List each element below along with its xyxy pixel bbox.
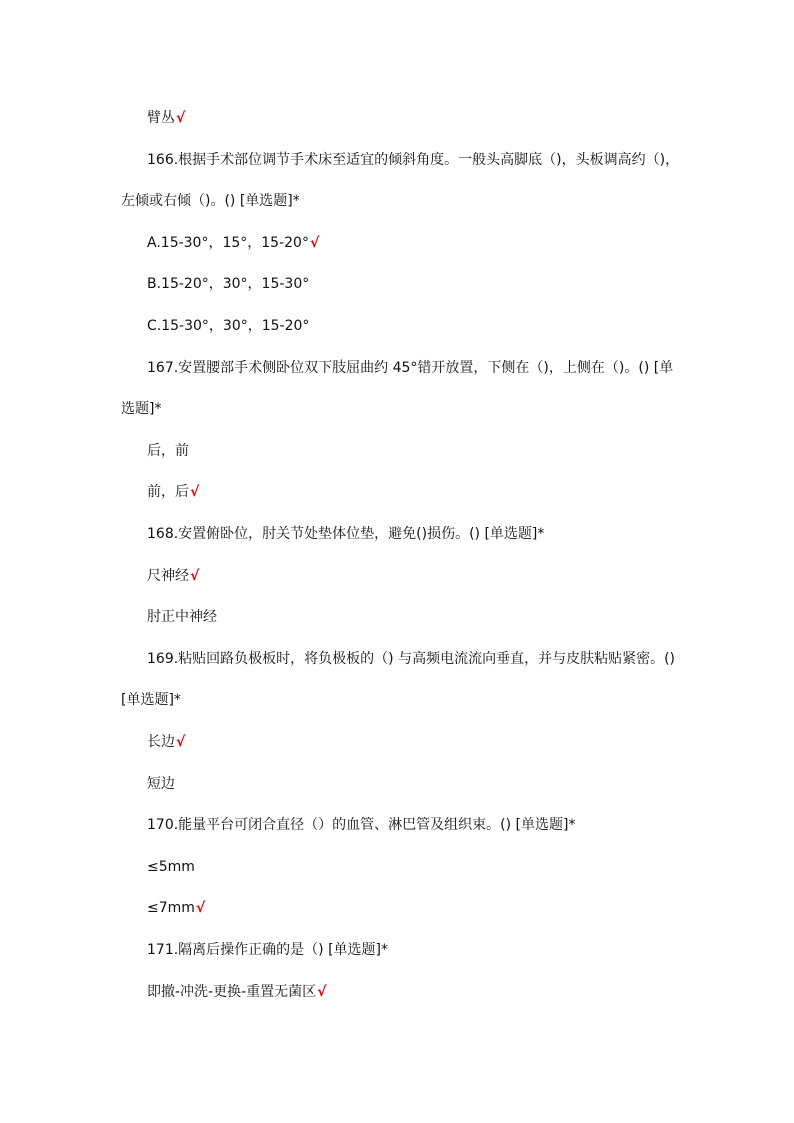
option-text: A.15-30°，15°，15-20° [147, 235, 309, 251]
question-text [147, 524, 544, 544]
question-170: 170.能量平台可闭合直径（）的血管、淋巴管及组织束。() [单选题]* [147, 817, 576, 833]
answer-option [147, 607, 217, 627]
option-text: ≤7mm [147, 900, 195, 916]
option-text: 前，后 [147, 484, 189, 500]
question-text-continued [121, 191, 300, 211]
answer-option [147, 982, 327, 1002]
question-167-cont: 选题]* [121, 401, 162, 417]
option-text: ≤5mm [147, 859, 195, 875]
question-text [147, 815, 575, 835]
question-171: 171.隔离后操作正确的是（) [单选题]* [147, 942, 389, 958]
answer-option [147, 441, 189, 461]
question-text-continued [121, 399, 161, 419]
option-text: 长边 [147, 734, 175, 750]
option-text: 后，前 [147, 443, 189, 459]
option-text: 臂丛 [147, 110, 175, 126]
correct-check-icon: √ [176, 734, 186, 750]
question-text [147, 150, 679, 170]
question-168: 168.安置俯卧位，肘关节处垫体位垫，避免()损伤。() [单选题]* [147, 526, 545, 542]
correct-check-icon: √ [176, 110, 186, 126]
option-text: 即撤-冲洗-更换-重置无菌区 [147, 984, 317, 1000]
option-text: 尺神经 [147, 568, 189, 584]
answer-option [147, 566, 199, 586]
answer-option [147, 857, 195, 877]
answer-option [147, 233, 319, 253]
answer-option [147, 732, 185, 752]
question-text [147, 358, 673, 378]
answer-option [147, 316, 309, 336]
answer-option [147, 108, 185, 128]
question-166-cont: 左倾或右倾（)。() [单选题]* [121, 193, 300, 209]
question-169: 169.粘贴回路负极板时，将负极板的（) 与高频电流流向垂直，并与皮肤粘贴紧密。() [147, 651, 676, 667]
answer-option [147, 898, 205, 918]
answer-option [147, 774, 175, 794]
answer-option [147, 274, 309, 294]
option-text: 肘正中神经 [147, 609, 217, 625]
question-166: 166.根据手术部位调节手术床至适宜的倾斜角度。一般头高脚底（)，头板调高约（)， [147, 152, 680, 168]
correct-check-icon: √ [317, 984, 327, 1000]
question-text [147, 649, 675, 669]
correct-check-icon: √ [190, 484, 200, 500]
correct-check-icon: √ [190, 568, 200, 584]
correct-check-icon: √ [309, 235, 320, 251]
option-text: 短边 [147, 776, 175, 792]
question-text [147, 940, 388, 960]
answer-option [147, 482, 199, 502]
correct-check-icon: √ [195, 900, 206, 916]
question-167: 167.安置腰部手术侧卧位双下肢屈曲约 45°错开放置，下侧在（)，上侧在（)。() [单 [147, 360, 674, 376]
option-text: B.15-20°，30°，15-30° [147, 276, 310, 292]
question-text-continued [121, 690, 181, 710]
option-text: C.15-30°，30°，15-20° [147, 318, 310, 334]
question-169-cont: [单选题]* [121, 692, 181, 708]
